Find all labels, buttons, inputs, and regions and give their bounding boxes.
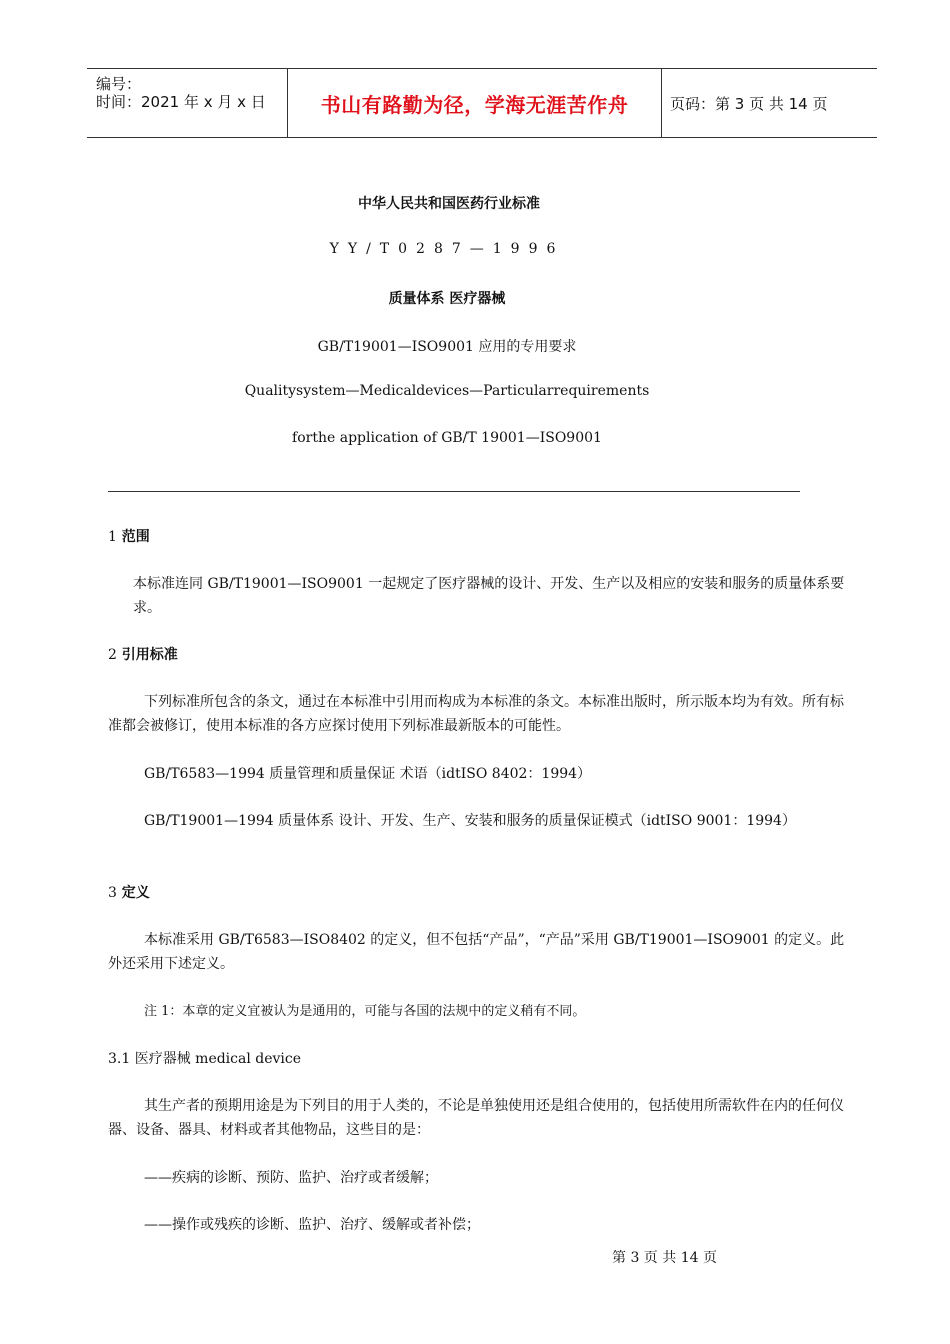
document-number-label: 编号：: [96, 75, 142, 93]
section-1-text: 本标准连同 GB/T19001—ISO9001 一起规定了医疗器械的设计、开发、生产以及相应的安装和服务的质量体系要求。: [133, 576, 845, 616]
section-3-number: 3: [108, 885, 117, 901]
section-2-heading: [108, 643, 856, 667]
standard-subtitle-cn: GB/T19001—ISO9001 应用的专用要求: [317, 339, 577, 355]
section-3-1-list-item: ——疾病的诊断、预防、监护、治疗或者缓解；: [144, 1170, 438, 1186]
page-footer: 第 3 页 共 14 页: [612, 1250, 717, 1266]
standard-category-title: 中华人民共和国医药行业标准: [358, 196, 540, 212]
header-page-code: 页码：第 3 页 共 14 页: [670, 94, 828, 113]
document-time-label: 时间：2021 年 x 月 x 日: [96, 93, 266, 111]
section-1-number: 1: [108, 529, 117, 545]
section-1-paragraph: [133, 572, 856, 620]
section-2-reference-1: GB/T6583—1994 质量管理和质量保证 术语（idtISO 8402：1994）: [144, 766, 592, 782]
section-3-heading: [108, 881, 856, 905]
section-3-note: 注 1：本章的定义宜被认为是通用的，可能与各国的法规中的定义稍有不同。: [144, 1004, 586, 1019]
section-1-heading: [108, 525, 856, 549]
section-2-paragraph: 下列标准所包含的条文，通过在本标准中引用而构成为本标准的条文。本标准出版时，所示版本均为有效。所有标准都会被修订，使用本标准的各方应探讨使用下列标准最新版本的可能性。: [108, 694, 844, 734]
standard-title-cn: 质量体系 医疗器械: [388, 291, 506, 307]
header-motto: 书山有路勤为径，学海无涯苦作舟: [320, 92, 629, 117]
standard-title-en-line2: forthe application of GB/T 19001—ISO9001: [292, 430, 602, 446]
document-header: [87, 68, 877, 138]
section-3-1-paragraph: 其生产者的预期用途是为下列目的用于人类的，不论是单独使用还是组合使用的，包括使用所需软件在内的任何仪器、设备、器具、材料或者其他物品，这些目的是：: [108, 1098, 844, 1138]
standard-title-en-line1: Qualitysystem—Medicaldevices—Particularrequirements: [244, 383, 650, 399]
section-3-1-heading: 3.1 医疗器械 medical device: [108, 1051, 302, 1067]
header-motto-cell: [288, 69, 662, 137]
section-1-title: 范围: [121, 529, 150, 545]
standard-code: YY/T0287—1996: [329, 241, 565, 257]
header-page-cell: [662, 69, 877, 137]
section-2-title: 引用标准: [121, 647, 178, 663]
section-3-title: 定义: [121, 885, 150, 901]
section-2-number: 2: [108, 647, 117, 663]
section-2-reference-2: GB/T19001—1994 质量体系 设计、开发、生产、安装和服务的质量保证模式（idtISO 9001：1994）: [144, 813, 796, 829]
header-meta-cell: [87, 69, 288, 137]
title-divider: [108, 491, 800, 492]
section-3-paragraph: 本标准采用 GB/T6583—ISO8402 的定义，但不包括“产品”，“产品”采用 GB/T19001—ISO9001 的定义。此外还采用下述定义。: [108, 932, 845, 972]
section-3-1-list-item: ——操作或残疾的诊断、监护、治疗、缓解或者补偿；: [144, 1217, 480, 1233]
